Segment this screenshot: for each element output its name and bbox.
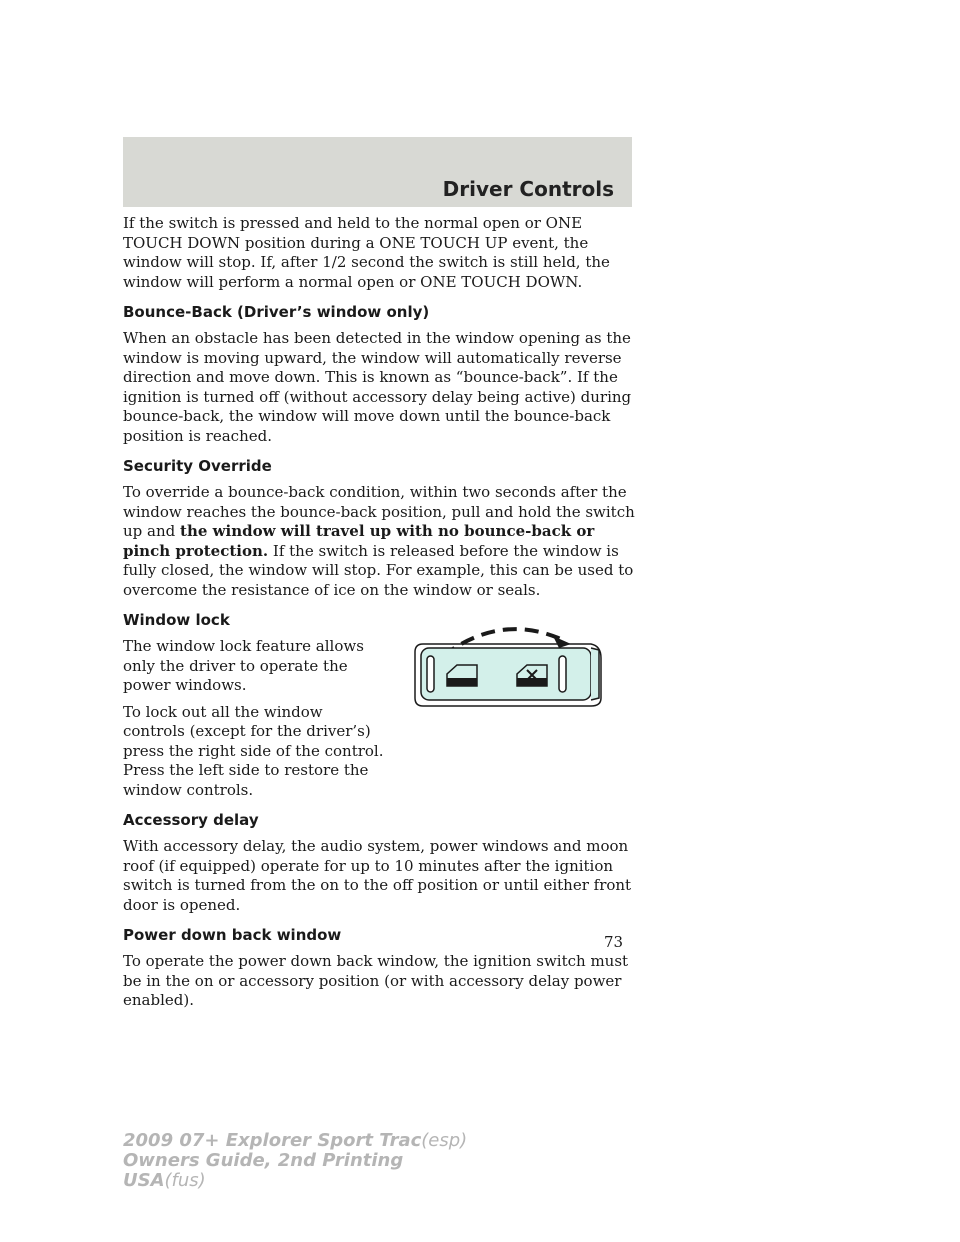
heading-accessory-delay: Accessory delay bbox=[123, 811, 259, 829]
page-content bbox=[123, 214, 635, 1018]
heading-bounce-back: Bounce-Back (Driver’s window only) bbox=[123, 303, 430, 321]
paragraph-accessory-delay: With accessory delay, the audio system, power windows and moon roof (if equipped) operate for up to 10 minutes after the ignition switch is turned from the on to the off position or until either front door is opened. bbox=[123, 837, 632, 914]
footer-model: 2009 07+ Explorer Sport Trac bbox=[123, 1130, 422, 1151]
document-footer bbox=[123, 1131, 467, 1191]
footer-region-code: (fus) bbox=[164, 1170, 206, 1191]
paragraph-window-lock-1: The window lock feature allows only the driver to operate the power windows. bbox=[123, 637, 364, 694]
paragraph-one-touch: If the switch is pressed and held to the normal open or ONE TOUCH DOWN position during a ONE TOUCH UP event, the window will stop. If, after 1/2 second the switch is still held, the window will perform a normal open or ONE TOUCH DOWN. bbox=[123, 214, 610, 291]
footer-region: USA bbox=[123, 1170, 165, 1191]
paragraph-bounce-back: When an obstacle has been detected in the window opening as the window is moving upward, the window will automatically reverse direction and move down. This is known as “bounce-back”. If the ignition is turned off (without accessory delay being active) during bounce-back, the window will move down until the bounce-back position is reached. bbox=[123, 329, 632, 445]
page-number: 73 bbox=[604, 933, 624, 951]
section-header-band bbox=[123, 137, 632, 207]
heading-security-override: Security Override bbox=[123, 457, 272, 475]
footer-line-2: Owners Guide, 2nd Printing bbox=[123, 1150, 404, 1171]
heading-window-lock: Window lock bbox=[123, 611, 230, 629]
window-lock-switch-icon bbox=[413, 618, 609, 718]
footer-line-1 bbox=[123, 1131, 467, 1151]
window-lock-switch-figure bbox=[413, 618, 609, 718]
section-title: Driver Controls bbox=[442, 177, 614, 201]
window-lock-section bbox=[123, 610, 635, 800]
window-lock-text bbox=[123, 637, 385, 800]
paragraph-security-override bbox=[123, 483, 635, 600]
paragraph-power-down-back-window: To operate the power down back window, the ignition switch must be in the on or accessory position (or with accessory delay power enabled). bbox=[123, 952, 629, 1009]
security-text-start: To override a bounce-back condition, within two seconds after the window reaches the bounce-back position, pull and hold the switch up and bbox=[123, 483, 635, 540]
paragraph-window-lock-2: To lock out all the window controls (except for the driver’s) press the right side of the control. Press the left side to restore the window controls. bbox=[123, 702, 384, 799]
security-text-bold: the window will travel up with no bounce-back or pinch protection. bbox=[123, 522, 595, 560]
security-text-end: If the switch is released before the window is fully closed, the window will stop. For example, this can be used to overcome the resistance of ice on the window or seals. bbox=[123, 541, 634, 599]
footer-model-code: (esp) bbox=[421, 1130, 468, 1151]
footer-line-3 bbox=[123, 1171, 467, 1191]
heading-power-down-back-window: Power down back window bbox=[123, 926, 342, 944]
